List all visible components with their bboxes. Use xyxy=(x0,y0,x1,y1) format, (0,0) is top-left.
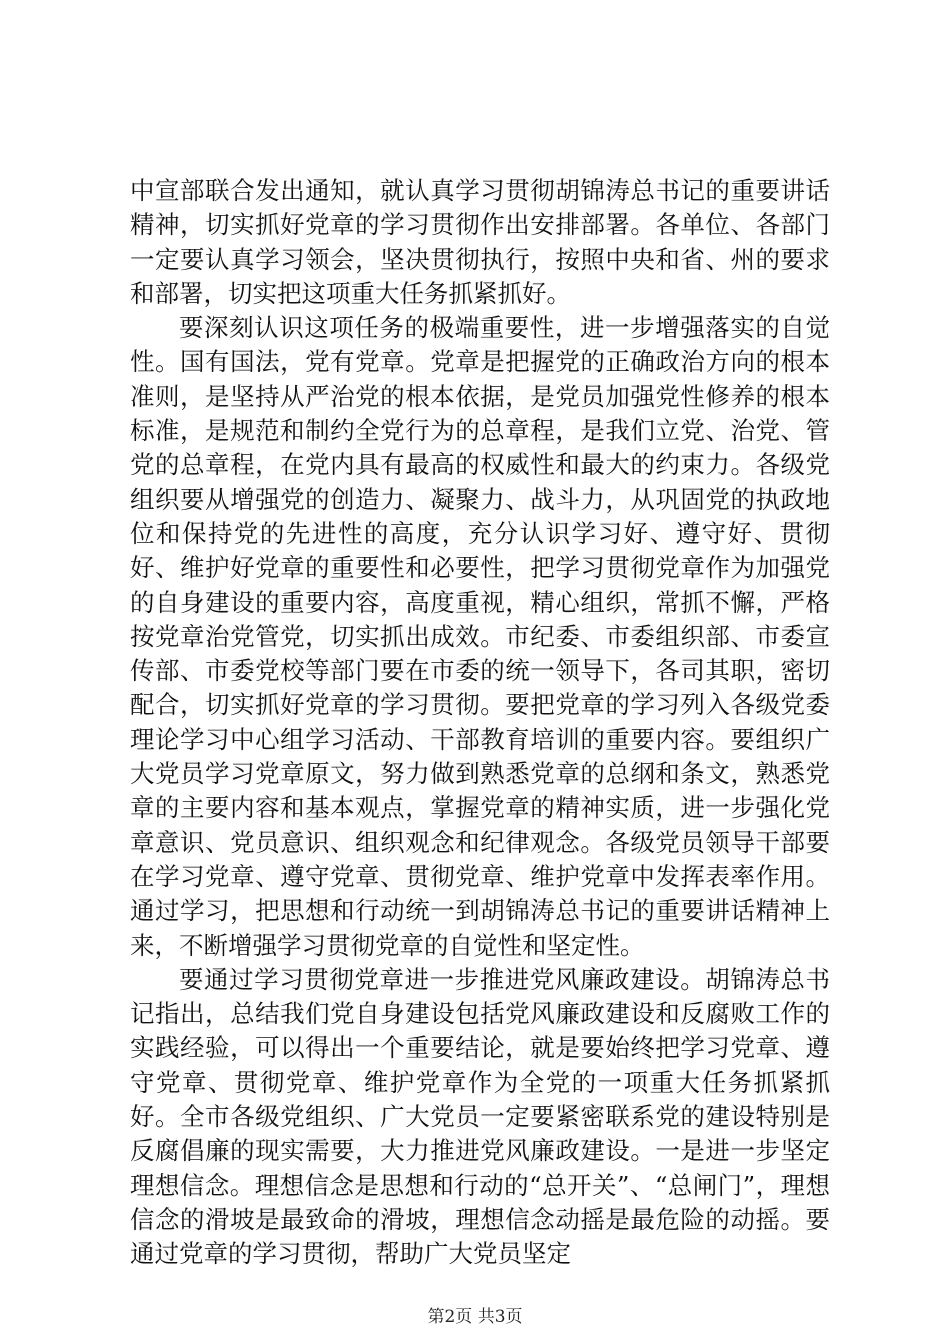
paragraph: 要通过学习贯彻党章进一步推进党风廉政建设。胡锦涛总书记指出，总结我们党自身建设包括党风廉政建设和反腐败工作的实践经验，可以得出一个重要结论，就是要始终把学习党章、遵守党章、贯彻党章、维护党章作为全党的一项重大任务抓紧抓好。全市各级党组织、广大党员一定要紧密联系党的建设特别是反腐倡廉的现实需要，大力推进党风廉政建设。一是进一步坚定理想信念。理想信念是思想和行动的“总开关”、“总闸门”，理想信念的滑坡是最致命的滑坡，理想信念动摇是最危险的动摇。要通过党章的学习贯彻，帮助广大党员坚定 xyxy=(130,964,830,1269)
document-body xyxy=(130,174,830,1272)
paragraph: 要深刻认识这项任务的极端重要性，进一步增强落实的自觉性。国有国法，党有党章。党章是把握党的正确政治方向的根本准则，是坚持从严治党的根本依据，是党员加强党性修养的根本标准，是规范和制约全党行为的总章程，是我们立党、治党、管党的总章程，在党内具有最高的权威性和最大的约束力。各级党组织要从增强党的创造力、凝聚力、战斗力，从巩固党的执政地位和保持党的先进性的高度，充分认识学习好、遵守好、贯彻好、维护好党章的重要性和必要性，把学习贯彻党章作为加强党的自身建设的重要内容，高度重视，精心组织，常抓不懈，严格按党章治党管党，切实抓出成效。市纪委、市委组织部、市委宣传部、市委党校等部门要在市委的统一领导下，各司其职，密切配合，切实抓好党章的学习贯彻。要把党章的学习列入各级党委理论学习中心组学习活动、干部教育培训的重要内容。要组织广大党员学习党章原文，努力做到熟悉党章的总纲和条文，熟悉党章的主要内容和基本观点，掌握党章的精神实质，进一步强化党章意识、党员意识、组织观念和纪律观念。各级党员领导干部要在学习党章、遵守党章、贯彻党章、维护党章中发挥表率作用。通过学习，把思想和行动统一到胡锦涛总书记的重要讲话精神上来，不断增强学习贯彻党章的自觉性和坚定性。 xyxy=(130,313,830,960)
paragraph-continued: 中宣部联合发出通知，就认真学习贯彻胡锦涛总书记的重要讲话精神，切实抓好党章的学习贯彻作出安排部署。各单位、各部门一定要认真学习领会，坚决贯彻执行，按照中央和省、州的要求和部署，切实把这项重大任务抓紧抓好。 xyxy=(130,176,830,308)
page-footer: 第2页 共3页 xyxy=(427,1307,523,1327)
